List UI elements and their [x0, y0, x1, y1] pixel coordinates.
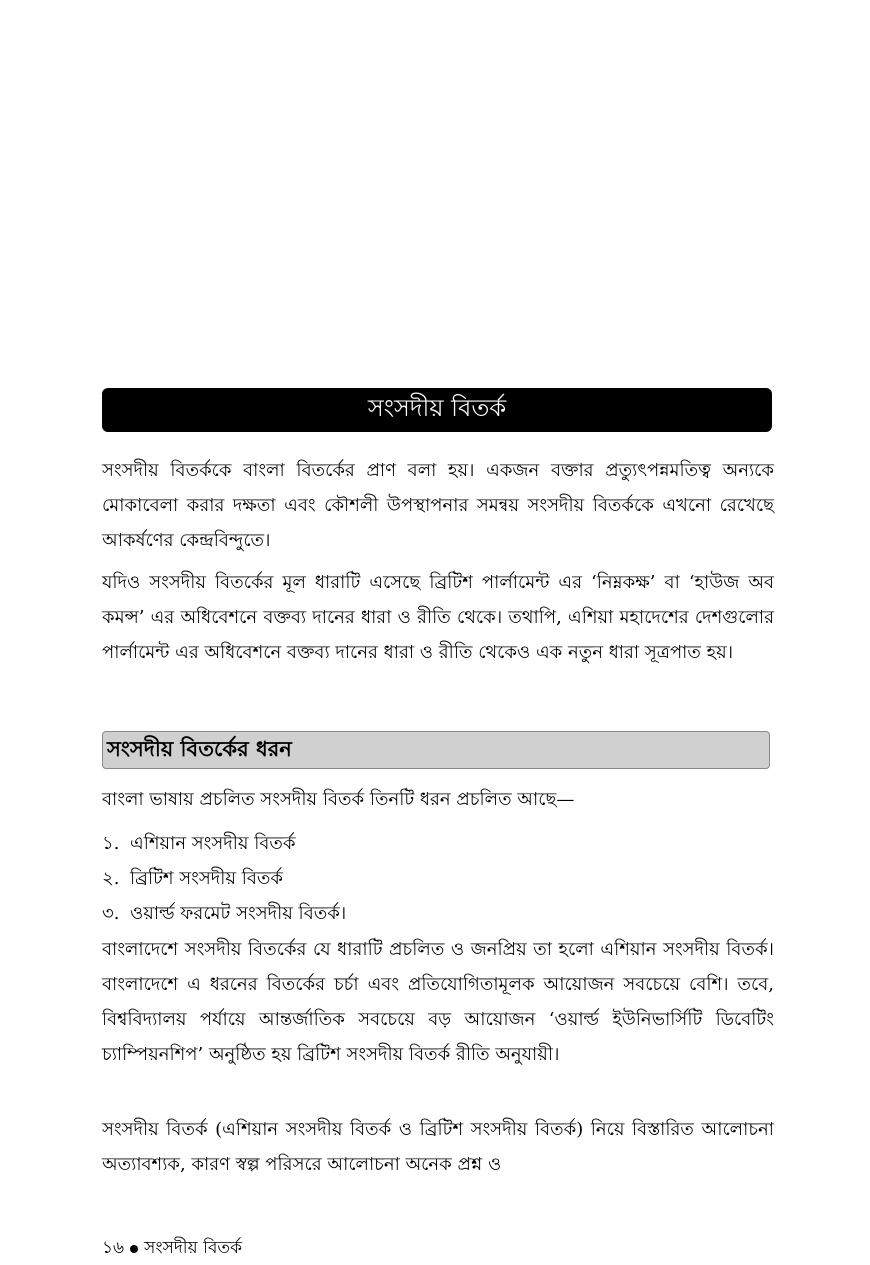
- page-footer: [102, 1235, 242, 1263]
- intro-paragraph-1: সংসদীয় বিতর্ককে বাংলা বিতর্কের প্রাণ বলা হয়। একজন বক্তার প্রত্যুৎপন্নমতিত্ব অন্যকে মোকাবেলা করার দক্ষতা এবং কৌশলী উপস্থাপনার সমন্বয় সংসদীয় বিতর্ককে এখনো রেখেছে আকর্ষণের কেন্দ্রবিন্দুতে।: [102, 460, 774, 551]
- body-paragraph-1: বাংলাদেশে সংসদীয় বিতর্কের যে ধারাটি প্রচলিত ও জনপ্রিয় তা হলো এশিয়ান সংসদীয় বিতর্ক। বাংলাদেশে এ ধরনের বিতর্কের চর্চা এবং প্রতিযোগিতামূলক আয়োজন সবচেয়ে বেশি। তবে, বিশ্ববিদ্যালয় পর্যায়ে আন্তর্জাতিক সবচেয়ে বড় আয়োজন ‘ওয়ার্ল্ড ইউনিভার্সিটি ডিবেটিং চ্যাম্পিয়নশিপ’ অনুষ্ঠিত হয় ব্রিটিশ সংসদীয় বিতর্ক রীতি অনুযায়ী।: [102, 939, 774, 1065]
- list-item-number: ১.: [102, 833, 120, 854]
- body-paragraph-2: সংসদীয় বিতর্ক (এশিয়ান সংসদীয় বিতর্ক ও ব্রিটিশ সংসদীয় বিতর্ক) নিয়ে বিস্তারিত আলোচনা অত্যাবশ্যক, কারণ স্বল্প পরিসরে আলোচনা অনেক প্রশ্ন ও: [102, 1119, 774, 1175]
- chapter-title-bar: [102, 388, 772, 432]
- list-item: [102, 861, 346, 896]
- running-title: সংসদীয় বিতর্ক: [144, 1238, 243, 1258]
- list-item-number: ২.: [102, 868, 120, 889]
- section-heading: সংসদীয় বিতর্কের ধরন: [107, 736, 292, 761]
- section-heading-bar: [102, 731, 770, 769]
- bullet-dot-icon: [130, 1245, 138, 1253]
- list-item-label: ওয়ার্ল্ড ফরমেট সংসদীয় বিতর্ক।: [130, 903, 347, 924]
- intro-paragraph-2: যদিও সংসদীয় বিতর্কের মূল ধারাটি এসেছে ব্রিটিশ পার্লামেন্ট এর ‘নিম্নকক্ষ’ বা ‘হাউজ অব কমন্স’ এর অধিবেশনে বক্তব্য দানের ধারা ও রীতি থেকে। তথাপি, এশিয়া মহাদেশের দেশগুলোর পার্লামেন্ট এর অধিবেশনে বক্তব্য দানের ধারা ও রীতি থেকেও এক নতুন ধারা সূত্রপাত হয়।: [102, 572, 774, 663]
- chapter-title: সংসদীয় বিতর্ক: [367, 394, 507, 422]
- list-item: [102, 896, 346, 931]
- types-list: [102, 826, 346, 931]
- list-item-label: এশিয়ান সংসদীয় বিতর্ক: [130, 833, 296, 854]
- list-item-label: ব্রিটিশ সংসদীয় বিতর্ক: [130, 868, 284, 889]
- list-item-number: ৩.: [102, 903, 120, 924]
- section-intro: বাংলা ভাষায় প্রচলিত সংসদীয় বিতর্ক তিনটি ধরন প্রচলিত আছে—: [102, 789, 575, 810]
- page-number: ১৬: [102, 1238, 125, 1258]
- list-item: [102, 826, 346, 861]
